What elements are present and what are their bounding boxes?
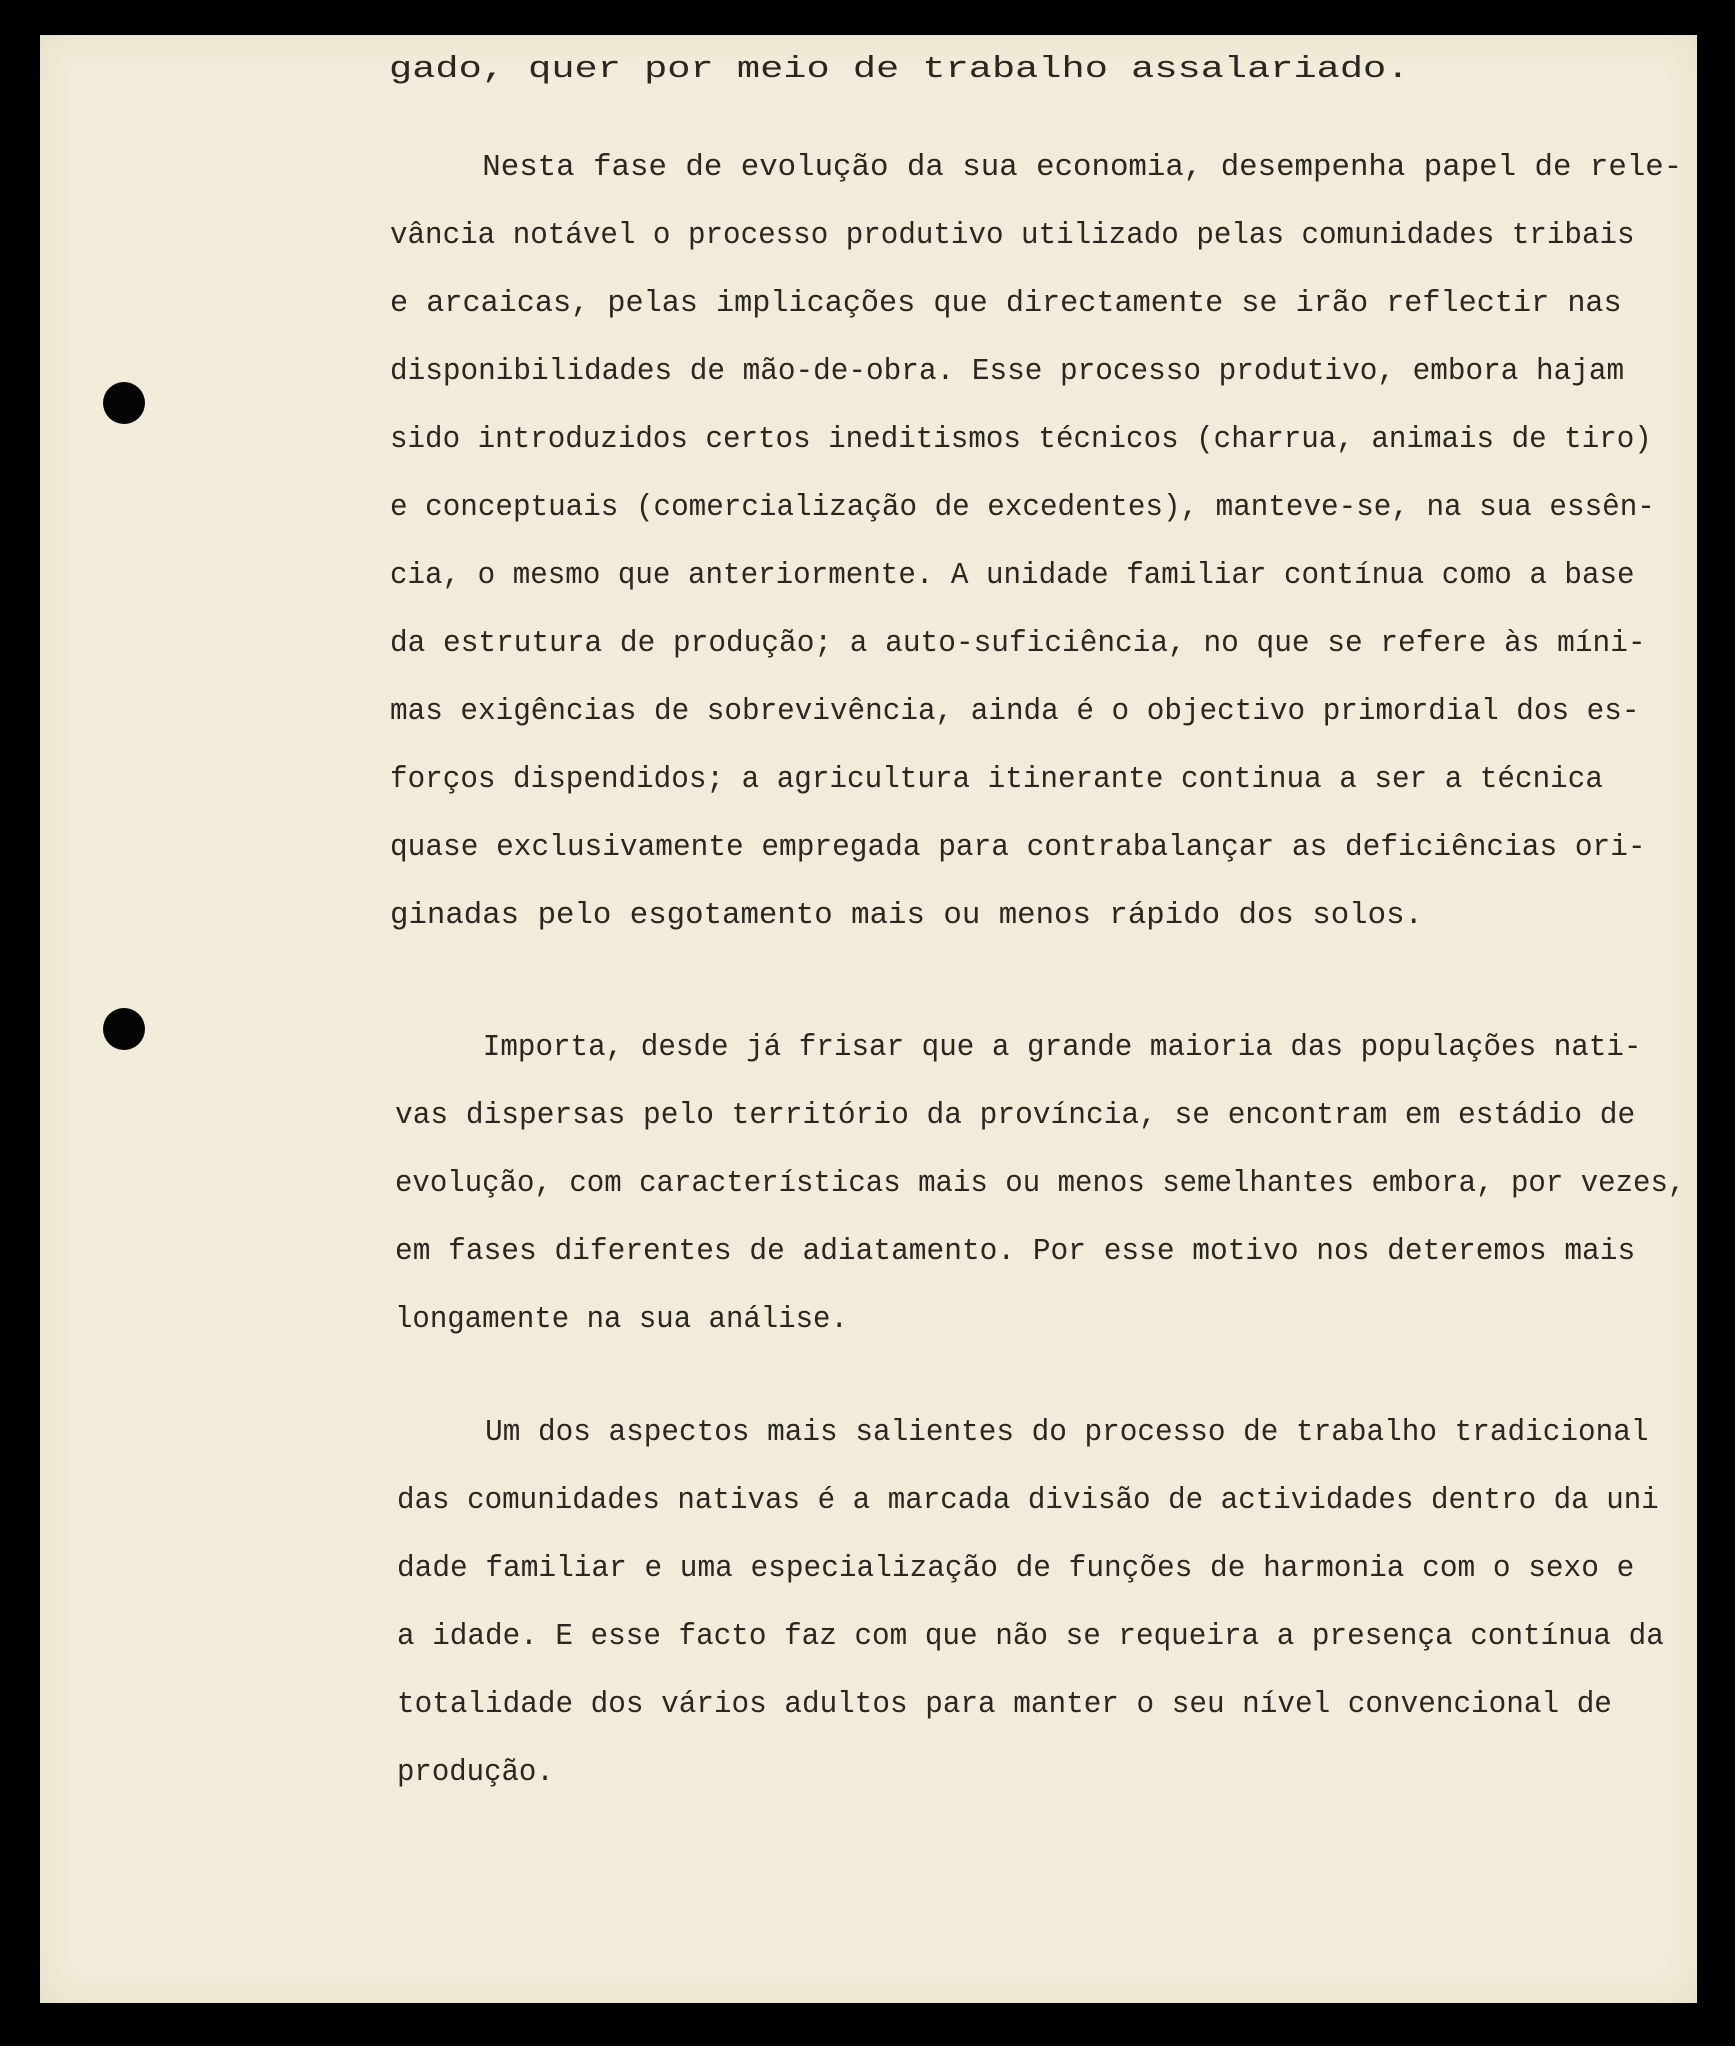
document-page: [40, 35, 1697, 2003]
text-line: cia, o mesmo que anteriormente. A unidade familiar contínua como a base: [390, 559, 1635, 593]
text-line: dade familiar e uma especialização de funções de harmonia com o sexo e: [397, 1552, 1635, 1586]
text-line: das comunidades nativas é a marcada divisão de actividades dentro da uni: [397, 1484, 1659, 1518]
text-line: a idade. E esse facto faz com que não se requeira a presença contínua da: [397, 1620, 1664, 1654]
text-line: ginadas pelo esgotamento mais ou menos rápido dos solos.: [390, 899, 1423, 933]
text-line: longamente na sua análise.: [395, 1303, 848, 1337]
text-line: gado, quer por meio de trabalho assalariado.: [389, 53, 1410, 87]
text-line: da estrutura de produção; a auto-suficiência, no que se refere às míni-: [390, 627, 1646, 661]
text-line: disponibilidades de mão-de-obra. Esse processo produtivo, embora hajam: [390, 355, 1625, 389]
text-line: vas dispersas pelo território da província, se encontram em estádio de: [395, 1099, 1636, 1133]
text-line: evolução, com características mais ou menos semelhantes embora, por vezes,: [395, 1167, 1686, 1201]
text-line: Importa, desde já frisar que a grande maioria das populações nati-: [395, 1031, 1642, 1065]
text-line: vância notável o processo produtivo utilizado pelas comunidades tribais: [390, 219, 1635, 253]
text-line: Nesta fase de evolução da sua economia, desempenha papel de rele-: [390, 151, 1683, 185]
text-line: sido introduzidos certos ineditismos técnicos (charrua, animais de tiro): [390, 423, 1652, 457]
text-line: forços dispendidos; a agricultura itinerante continua a ser a técnica: [390, 763, 1603, 797]
text-line: e arcaicas, pelas implicações que directamente se irão reflectir nas: [390, 287, 1622, 321]
text-line: totalidade dos vários adultos para manter o seu nível convencional de: [397, 1688, 1612, 1722]
text-line: quase exclusivamente empregada para contrabalançar as deficiências ori-: [390, 831, 1646, 865]
text-line: em fases diferentes de adiatamento. Por esse motivo nos deteremos mais: [395, 1235, 1636, 1269]
text-line: produção.: [397, 1756, 554, 1790]
text-line: e conceptuais (comercialização de excedentes), manteve-se, na sua essên-: [390, 491, 1655, 525]
punch-hole-top: [103, 382, 145, 424]
punch-hole-bottom: [103, 1008, 145, 1050]
text-line: Um dos aspectos mais salientes do processo de trabalho tradicional: [397, 1416, 1649, 1450]
text-line: mas exigências de sobrevivência, ainda é o objectivo primordial dos es-: [390, 695, 1640, 729]
